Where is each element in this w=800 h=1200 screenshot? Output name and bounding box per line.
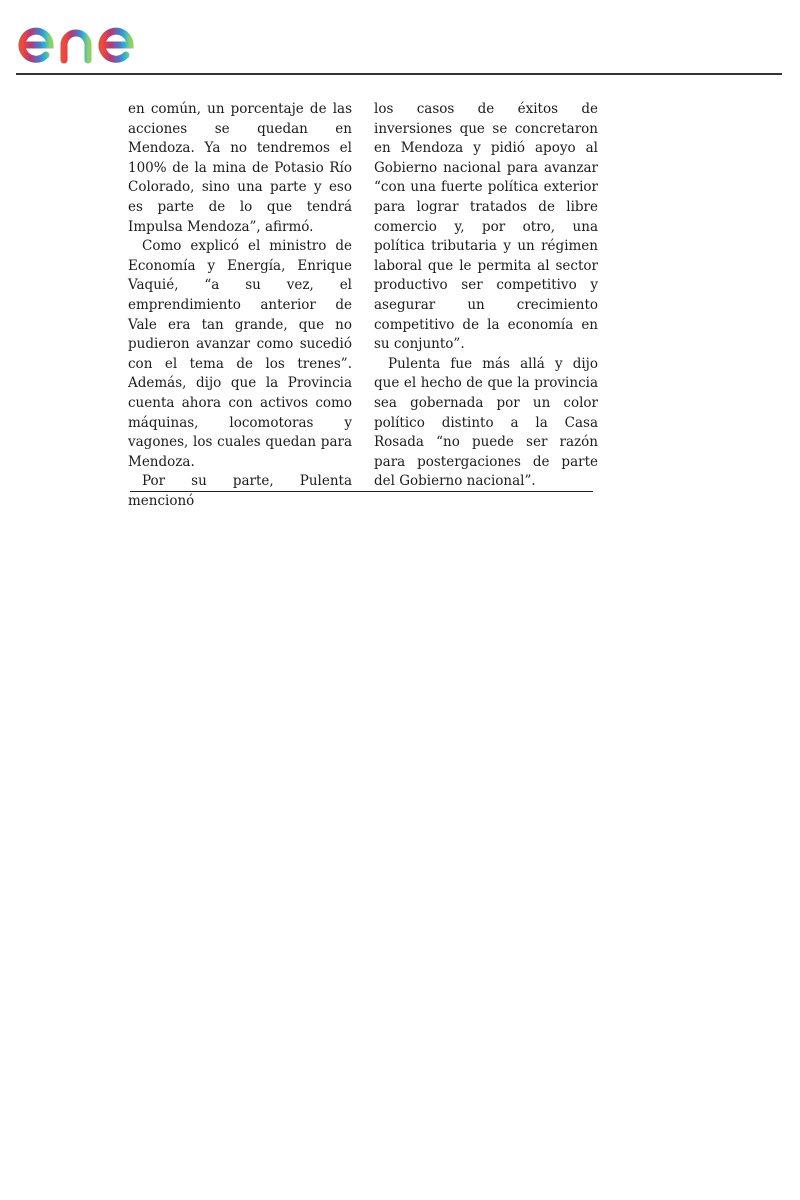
paragraph: Como explicó el ministro de Economía y Energía, Enrique Vaquié, “a su vez, el emprendimiento anterior de Vale era tan grande, que no pudieron avanzar como sucedió con el tema de los trenes”. Además, dijo que la Provincia cuenta ahora con activos como máquinas, locomotoras y vagones, los cuales quedan para Mendoza. bbox=[128, 238, 352, 470]
article-body bbox=[128, 100, 598, 509]
paragraph: Pulenta fue más allá y dijo que el hecho de que la provincia sea gobernada por un color político distinto a la Casa Rosada “no puede ser razón para postergaciones de parte del Gobierno nacional”. bbox=[374, 355, 598, 490]
enel-logo bbox=[16, 14, 176, 68]
paragraph: Por su parte, Pulenta mencionó bbox=[128, 473, 352, 509]
article-column-right bbox=[374, 100, 598, 492]
article-column-left bbox=[128, 100, 352, 511]
paragraph: los casos de éxitos de inversiones que se concretaron en Mendoza y pidió apoyo al Gobierno nacional para avanzar “con una fuerte política exterior para lograr tratados de libre comercio y, por otro, una política tributaria y un régimen laboral que le permita al sector productivo ser competitivo y asegurar un crecimiento competitivo de la economía en su conjunto”. bbox=[374, 101, 598, 353]
header-divider bbox=[16, 73, 782, 75]
page-header bbox=[16, 14, 782, 76]
article-end-divider bbox=[130, 491, 593, 492]
paragraph: en común, un porcentaje de las acciones se quedan en Mendoza. Ya no tendremos el 100% de la mina de Potasio Río Colorado, sino una parte y eso es parte de lo que tendrá Impulsa Mendoza”, afirmó. bbox=[128, 101, 352, 235]
